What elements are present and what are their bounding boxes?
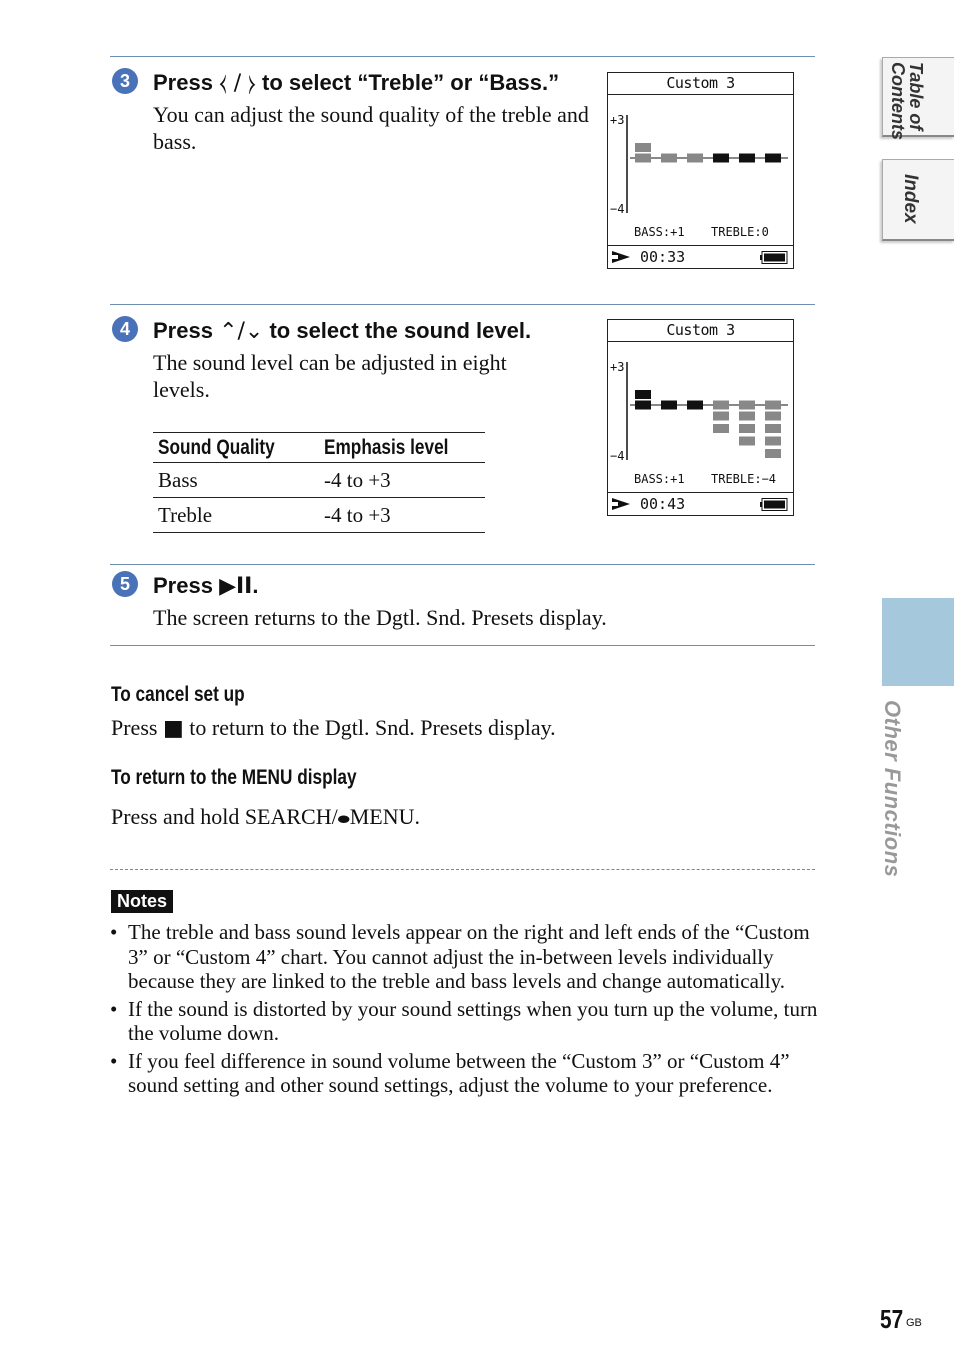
step-number-3: 3 [112, 68, 138, 94]
step-3-body: You can adjust the sound quality of the treble and bass. [153, 102, 589, 154]
eq-top-label: +3 [610, 360, 625, 374]
play-icon [612, 251, 632, 263]
cancel-heading: To cancel set up [111, 683, 245, 706]
device-screen-bass [607, 319, 794, 516]
step-5-body: The screen returns to the Dgtl. Snd. Presets display. [153, 605, 607, 630]
eq-bar [687, 401, 703, 410]
eq-bar [661, 401, 677, 410]
eq-bottom-label: −4 [610, 202, 625, 216]
treble-value: TREBLE:−4 [711, 472, 777, 486]
eq-bar [739, 401, 755, 446]
eq-bar [713, 401, 729, 434]
step-number-5: 5 [112, 571, 138, 597]
cancel-text: Press ■ to return to the Dgtl. Snd. Presets display. [111, 715, 556, 741]
eq-bar [661, 154, 677, 163]
eq-bars [608, 342, 793, 492]
notes-label: Notes [111, 890, 173, 913]
list-item: • If the sound is distorted by your sound settings when you turn up the volume, turn the volume down. [110, 996, 818, 1045]
elapsed-time: 00:33 [640, 248, 686, 266]
table-cell: -4 to +3 [319, 463, 485, 498]
emphasis-table [153, 432, 485, 533]
treble-value: TREBLE:0 [711, 225, 769, 239]
screen-title: Custom 3 [608, 73, 793, 95]
list-item: • The treble and bass sound levels appear on the right and left ends of the “Custom 3” or “Custom 4” chart. You cannot adjust the in-between levels individually because they are linked to the treble and bass levels and change automatically. [110, 920, 810, 993]
step-4-title: Press ⌃/⌄ to select the sound level. [153, 318, 532, 344]
eq-graph [608, 95, 793, 246]
page-number: 57 [880, 1304, 904, 1334]
left-right-icon: ⧼ / ⧽ [219, 71, 256, 96]
notes-list [110, 920, 820, 1101]
eq-bottom-label: −4 [610, 449, 625, 463]
stop-icon: ■ [162, 716, 184, 741]
screen-status-bar [608, 493, 793, 515]
play-pause-icon: ▶II [219, 574, 253, 599]
eq-bar [635, 143, 651, 163]
tab-index[interactable] [882, 159, 954, 241]
table-cell: Treble [153, 498, 319, 533]
play-icon [612, 498, 632, 510]
bass-value: BASS:+1 [634, 472, 685, 486]
menu-text: Press and hold SEARCH/⬬MENU. [111, 804, 420, 829]
tab-toc-label: Table of Contents [888, 62, 926, 140]
table-header-row [153, 433, 485, 463]
table-cell: -4 to +3 [319, 498, 485, 533]
eq-bar [635, 390, 651, 410]
eq-bar [713, 154, 729, 163]
table-row [153, 498, 485, 533]
eq-bar [739, 154, 755, 163]
section-marker [882, 598, 954, 686]
table-header: Sound Quality [153, 433, 319, 463]
notes-divider [110, 869, 815, 870]
table-cell: Bass [153, 463, 319, 498]
section-rule-top [110, 56, 815, 57]
eq-bar [687, 154, 703, 163]
back-icon: ⬬ [337, 812, 350, 828]
device-screen-treble [607, 72, 794, 269]
page-suffix: GB [906, 1317, 922, 1329]
section-rule-bottom [110, 645, 815, 646]
eq-bar [765, 154, 781, 163]
step-number-4: 4 [112, 316, 138, 342]
step-5-title: Press ▶II. [153, 573, 259, 599]
tab-table-of-contents[interactable] [882, 57, 954, 140]
list-item: • If you feel difference in sound volume between the “Custom 3” or “Custom 4” sound setting and other sound settings, adjust the volume to your preference. [110, 1048, 790, 1097]
up-down-icon: ⌃/⌄ [219, 319, 264, 344]
eq-top-label: +3 [610, 113, 625, 127]
screen-title: Custom 3 [608, 320, 793, 342]
step-4-body: The sound level can be adjusted in eight levels. [153, 350, 507, 402]
menu-heading: To return to the MENU display [111, 766, 357, 789]
eq-bar [765, 401, 781, 459]
battery-icon [760, 498, 788, 511]
table-header: Emphasis level [319, 433, 485, 463]
table-row [153, 463, 485, 498]
elapsed-time: 00:43 [640, 495, 686, 513]
step-3-title: Press ⧼ / ⧽ to select “Treble” or “Bass.” [153, 70, 560, 96]
battery-icon [760, 251, 788, 264]
eq-bars [608, 95, 793, 245]
screen-status-bar [608, 246, 793, 268]
tab-index-label: Index [900, 174, 921, 224]
section-rule-step4 [110, 304, 815, 305]
eq-graph [608, 342, 793, 493]
section-rule-step5 [110, 564, 815, 565]
section-label: Other Functions [880, 700, 905, 878]
bass-value: BASS:+1 [634, 225, 685, 239]
